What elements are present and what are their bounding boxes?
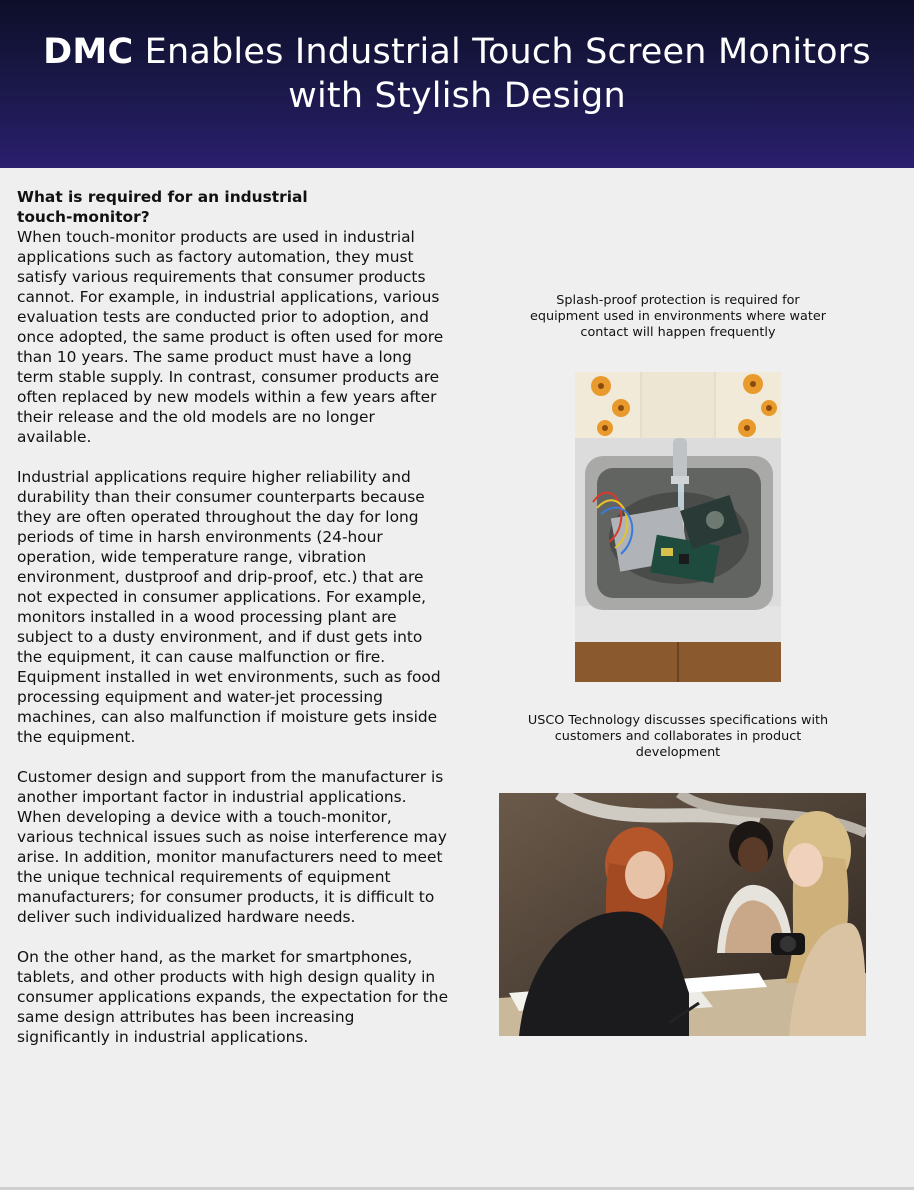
section-heading: What is required for an industrial touch-monitor? bbox=[17, 188, 308, 226]
article-body bbox=[17, 187, 449, 1047]
team-meeting-photo bbox=[499, 793, 866, 1036]
splash-caption: Splash-proof protection is required for equipment used in environments where water contact will happen frequently bbox=[530, 293, 826, 340]
paragraph-2: Industrial applications require higher reliability and durability than their consumer counterparts because they are often operated throughout the day for long periods of time in harsh environments (24-hour operation, wide temperature range, vibration environment, dustproof and drip-proof, etc.) that are not expected in consumer applications. For example, monitors installed in a wood processing plant are subject to a dusty environment, and if dust gets into the equipment, it can cause malfunction or fire. Equipment installed in wet environments, such as food processing equipment and water-jet processing machines, can also malfunction if moisture gets inside the equipment. bbox=[17, 468, 441, 746]
page-title bbox=[0, 30, 914, 118]
paragraph-1: When touch-monitor products are used in industrial applications such as factory automation, they must satisfy various requirements that consumer products cannot. For example, in industrial applications, various evaluation tests are conducted prior to adoption, and once adopted, the same product is often used for more than 10 years. The same product must have a long term stable supply. In contrast, consumer products are often replaced by new models within a few years after their release and the old models are no longer available. bbox=[17, 228, 444, 446]
page-header bbox=[0, 0, 914, 168]
paragraph-4: On the other hand, as the market for smartphones, tablets, and other products with high design quality in consumer applications expands, the expectation for the same design attributes has been increasing significantly in industrial applications. bbox=[17, 948, 449, 1046]
paragraph-3: Customer design and support from the manufacturer is another important factor in industrial applications. When developing a device with a touch-monitor, various technical issues such as noise interference may arise. In addition, monitor manufacturers need to meet the unique technical requirements of equipment manufacturers; for consumer products, it is difficult to deliver such individualized hardware needs. bbox=[17, 768, 447, 926]
sink-electronics-photo bbox=[575, 372, 781, 682]
usco-caption: USCO Technology discusses specifications with customers and collaborates in product development bbox=[527, 713, 829, 760]
title-text: Enables Industrial Touch Screen Monitors with Stylish Design bbox=[133, 32, 871, 116]
brand-name: DMC bbox=[43, 32, 134, 72]
